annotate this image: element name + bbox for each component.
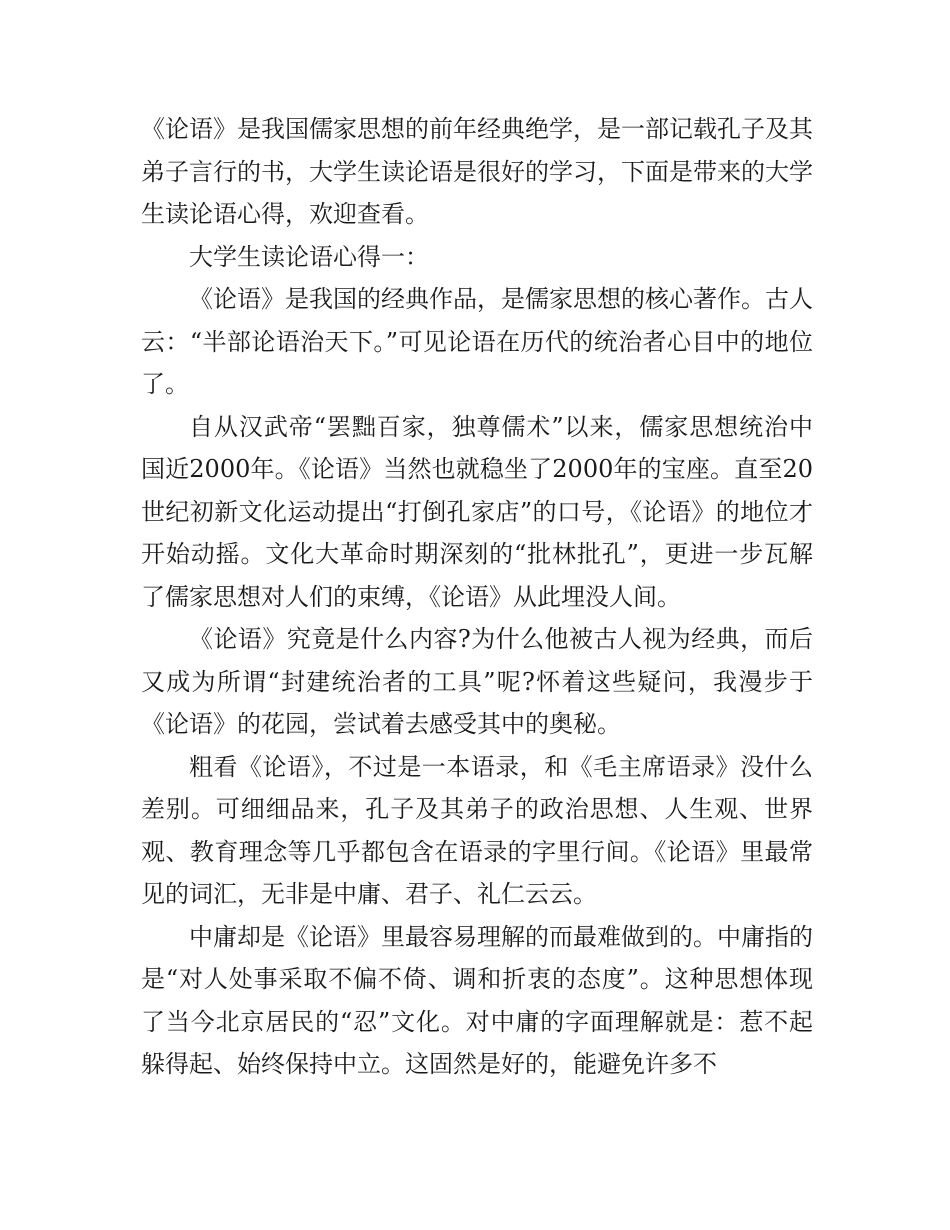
paragraph: 中庸却是《论语》里最容易理解的而最难做到的。中庸指的是“对人处事采取不偏不倚、调和折衷的态度”。这种思想体现了当今北京居民的“忍”文化。对中庸的字面理解就是：惹不起躲得起、始终保持中立。这固然是好的，能避免许多不 — [141, 922, 813, 1078]
paragraph: 粗看《论语》，不过是一本语录，和《毛主席语录》没什么差别。可细细品来，孔子及其弟子的政治思想、人生观、世界观、教育理念等几乎都包含在语录的字里行间。《论语》里最常见的词汇，无非是中庸、君子、礼仁云云。 — [141, 752, 813, 908]
document-body — [141, 108, 813, 1086]
paragraph: 《论语》究竟是什么内容?为什么他被古人视为经典，而后又成为所谓“封建统治者的工具”呢?怀着这些疑问，我漫步于《论语》的花园，尝试着去感受其中的奥秘。 — [141, 625, 813, 738]
paragraph-intro: 《论语》是我国儒家思想的前年经典绝学，是一部记载孔子及其弟子言行的书，大学生读论语是很好的学习，下面是带来的大学生读论语心得，欢迎查看。 — [141, 115, 813, 228]
paragraph: 《论语》是我国的经典作品，是儒家思想的核心著作。古人云：“半部论语治天下。”可见论语在历代的统治者心目中的地位了。 — [141, 285, 813, 398]
paragraph: 自从汉武帝“罢黜百家，独尊儒术”以来，儒家思想统治中国近2000年。《论语》当然也就稳坐了2000年的宝座。直至20世纪初新文化运动提出“打倒孔家店”的口号，《论语》的地位才开始动摇。文化大革命时期深刻的“批林批孔”，更进一步瓦解了儒家思想对人们的束缚，《论语》从此埋没人间。 — [141, 412, 813, 611]
section-heading: 大学生读论语心得一： — [189, 242, 429, 271]
